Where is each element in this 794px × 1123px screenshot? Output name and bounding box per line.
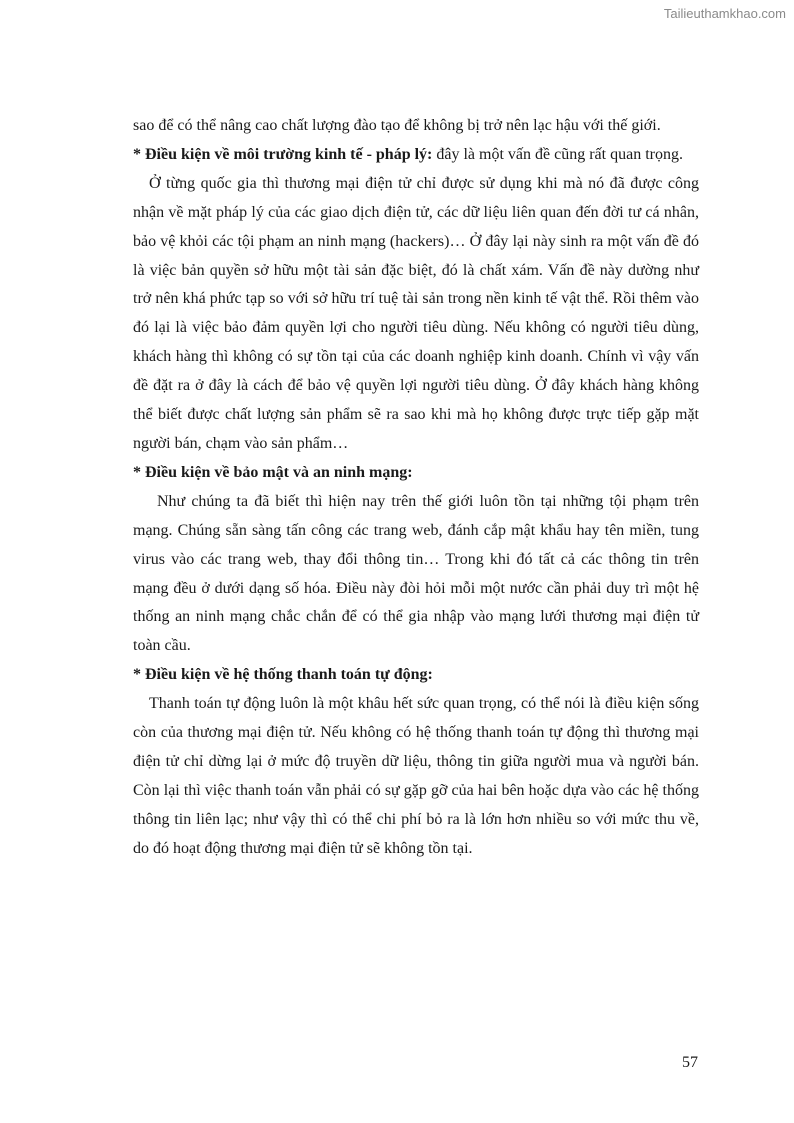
heading-legal-environment-title: * Điều kiện về môi trường kinh tế - pháp lý:: [133, 145, 433, 163]
page-content: [133, 112, 699, 864]
paragraph-intro: sao để có thể nâng cao chất lượng đào tạo để không bị trở nên lạc hậu với thế giới.: [133, 117, 661, 134]
paragraph-security: Như chúng ta đã biết thì hiện nay trên thế giới luôn tồn tại những tội phạm trên mạng. Chúng sẵn sàng tấn công các trang web, đánh cắp mật khẩu hay tên miền, tung virus vào các trang web, thay đổi thông tin… Trong khi đó tất cả các thông tin trên mạng đều ở dưới dạng số hóa. Điều này đòi hỏi mỗi một nước cần phải duy trì một hệ thống an ninh mạng chắc chắn để có thể gia nhập vào mạng lưới thương mại điện tử toàn cầu.: [133, 492, 699, 655]
paragraph-legal: Ở từng quốc gia thì thương mại điện tử chỉ được sử dụng khi mà nó đã được công nhận về mặt pháp lý của các giao dịch điện tử, các dữ liệu liên quan đến đời tư cá nhân, bảo vệ khỏi các tội phạm an ninh mạng (hackers)… Ở đây lại này sinh ra một vấn đề đó là việc bản quyền sở hữu một tài sản đặc biệt, đó là chất xám. Vấn đề này dường như trở nên khá phức tạp so với sở hữu trí tuệ tài sản trong nền kinh tế vật thể. Rồi thêm vào đó lại là việc bảo đảm quyền lợi cho người tiêu dùng. Nếu không có người tiêu dùng, khách hàng thì không có sự tồn tại của các doanh nghiệp kinh doanh. Chính vì vậy vấn đề đặt ra ở đây là cách để bảo vệ quyền lợi người tiêu dùng. Ở đây khách hàng không thể biết được chất lượng sản phẩm sẽ ra sao khi mà họ không được trực tiếp gặp mặt người bán, chạm vào sản phẩm…: [133, 174, 699, 452]
paragraph-payment: Thanh toán tự động luôn là một khâu hết sức quan trọng, có thể nói là điều kiện sống còn của thương mại điện tử. Nếu không có hệ thống thanh toán tự động thì thương mại điện tử chỉ dừng lại ở mức độ truyền dữ liệu, thông tin giữa người mua và người bán. Còn lại thì việc thanh toán vẫn phải có sự gặp gỡ của hai bên hoặc dựa vào các hệ thống thông tin liên lạc; như vậy thì có thể chi phí bỏ ra là lớn hơn nhiều so với mức thu về, do đó hoạt động thương mại điện tử sẽ không tồn tại.: [133, 695, 699, 857]
heading-security: * Điều kiện về bảo mật và an ninh mạng:: [133, 463, 413, 481]
watermark: Tailieuthamkhao.com: [663, 6, 786, 21]
heading-payment: * Điều kiện về hệ thống thanh toán tự động:: [133, 666, 433, 684]
heading-legal-environment: [133, 141, 699, 170]
heading-legal-environment-rest: đây là một vấn đề cũng rất quan trọng.: [432, 145, 683, 163]
page-number: 57: [682, 1054, 698, 1071]
